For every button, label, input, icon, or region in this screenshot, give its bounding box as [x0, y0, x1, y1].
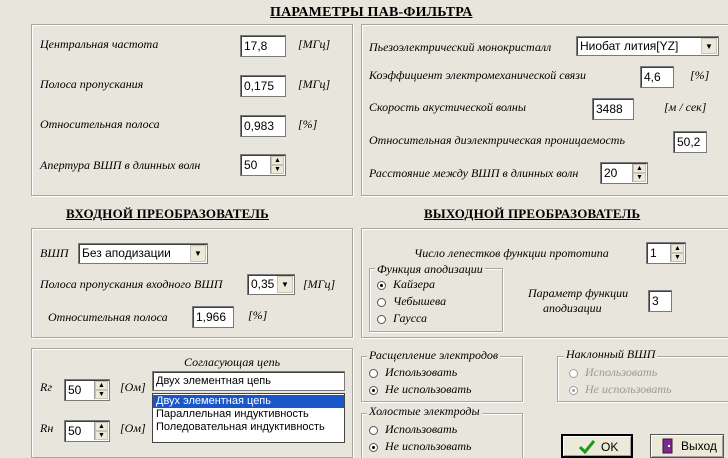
crystal-label: Пьезоэлектрический монокристалл [369, 40, 552, 54]
idle-legend: Холостые электроды [369, 404, 480, 418]
petals-value: 1 [650, 246, 657, 260]
apodization-legend: Функция аподизации [377, 262, 483, 276]
aperture-spin-buttons[interactable] [270, 156, 284, 174]
rn-unit: [Ом] [120, 421, 146, 435]
idle-nouse-label: Не использовать [385, 439, 472, 453]
velocity-label: Скорость акустической волны [369, 100, 526, 114]
ok-label: OK [601, 440, 619, 454]
rg-label: Rг [40, 380, 53, 394]
aperture-value: 50 [244, 158, 258, 172]
input-band-select[interactable] [247, 274, 295, 295]
ok-button[interactable] [561, 434, 633, 458]
coupling-unit: [%] [690, 68, 710, 82]
bandwidth-label: Полоса пропускания [40, 77, 144, 91]
spin-down-icon[interactable]: ▼ [633, 173, 646, 182]
input-transducer-title: ВХОДНОЙ ПРЕОБРАЗОВАТЕЛЬ [66, 206, 269, 221]
radio-split-use[interactable] [369, 369, 378, 378]
rg-spin-buttons[interactable] [94, 381, 108, 399]
circuit-input[interactable]: Двух элементная цепь [152, 371, 345, 391]
split-use-label: Использовать [385, 365, 458, 379]
rg-value: 50 [68, 383, 82, 397]
spin-down-icon[interactable]: ▼ [95, 390, 108, 399]
spin-down-icon[interactable]: ▼ [95, 431, 108, 440]
spin-up-icon[interactable]: ▲ [671, 244, 684, 253]
idle-use-label: Использовать [385, 422, 458, 436]
circuit-option[interactable]: Поледовательная индуктивность [156, 421, 325, 433]
rel-bandwidth-input[interactable]: 0,983 [240, 115, 286, 137]
input-rel-label: Относительная полоса [48, 310, 168, 324]
circuit-label: Согласующая цепь [184, 355, 281, 369]
output-transducer-title: ВЫХОДНОЙ ПРЕОБРАЗОВАТЕЛЬ [424, 206, 641, 221]
circuit-list[interactable] [152, 393, 345, 443]
radio-inclined-nouse[interactable] [569, 386, 578, 395]
aperture-label: Апертура ВШП в длинных волн [40, 158, 201, 172]
circuit-option[interactable]: Двух элементная цепь [153, 395, 344, 408]
radio-gauss[interactable] [377, 315, 386, 324]
rn-label: Rн [40, 421, 54, 435]
spin-up-icon[interactable]: ▲ [633, 164, 646, 173]
spin-down-icon[interactable]: ▼ [271, 165, 284, 174]
center-freq-label: Центральная частота [40, 37, 159, 51]
apod-param-label-2: аподизации [543, 301, 602, 315]
radio-split-nouse[interactable] [369, 386, 378, 395]
idt-selected: Без аподизации [82, 246, 171, 260]
spin-down-icon[interactable]: ▼ [671, 253, 684, 262]
permittivity-input[interactable]: 50,2 [673, 131, 707, 153]
spin-up-icon[interactable]: ▲ [271, 156, 284, 165]
distance-spinner[interactable] [600, 162, 648, 184]
petals-label: Число лепестков функции прототипа [414, 246, 609, 260]
radio-idle-nouse[interactable] [369, 443, 378, 452]
circuit-option[interactable]: Параллельная индуктивность [156, 408, 309, 420]
petals-spinner[interactable] [646, 242, 686, 264]
split-legend: Расщепление электродов [369, 348, 499, 362]
exit-door-icon [661, 438, 675, 454]
chebyshev-label: Чебышева [393, 294, 447, 308]
bandwidth-unit: [МГц] [298, 77, 331, 91]
distance-label: Расстояние между ВШП в длинных волн [369, 166, 579, 180]
center-freq-input[interactable]: 17,8 [240, 35, 286, 57]
kaiser-label: Кайзера [393, 277, 435, 291]
check-icon [579, 440, 595, 454]
inclined-legend: Наклонный ВШП [566, 347, 656, 361]
rg-unit: [Ом] [120, 380, 146, 394]
bandwidth-input[interactable]: 0,175 [240, 75, 286, 97]
input-rel-input[interactable]: 1,966 [192, 306, 234, 328]
inclined-use-label: Использовать [585, 365, 658, 379]
rn-spin-buttons[interactable] [94, 422, 108, 440]
crystal-selected: Ниобат лития[YZ] [580, 39, 679, 53]
input-band-value: 0,35 [251, 277, 275, 291]
apod-param-label-1: Параметр функции [528, 286, 629, 300]
coupling-input[interactable]: 4,6 [640, 66, 674, 88]
input-band-label: Полоса пропускания входного ВШП [40, 277, 223, 291]
chevron-down-icon[interactable]: ▼ [277, 276, 293, 293]
rn-spinner[interactable] [64, 420, 110, 442]
center-freq-unit: [МГц] [298, 37, 331, 51]
input-band-unit: [МГц] [303, 277, 336, 291]
radio-inclined-use[interactable] [569, 369, 578, 378]
aperture-spinner[interactable] [240, 154, 286, 176]
distance-value: 20 [604, 166, 618, 180]
velocity-input[interactable]: 3488 [592, 98, 634, 120]
permittivity-label: Относительная диэлектрическая проницаемость [369, 133, 625, 147]
idt-label: ВШП [40, 246, 69, 260]
spin-up-icon[interactable]: ▲ [95, 422, 108, 431]
apod-param-input[interactable]: 3 [648, 290, 672, 312]
radio-idle-use[interactable] [369, 426, 378, 435]
distance-spin-buttons[interactable] [632, 164, 646, 182]
coupling-label: Коэффициент электромеханической связи [369, 68, 586, 82]
inclined-nouse-label: Не использовать [585, 382, 672, 396]
exit-button[interactable] [650, 434, 724, 458]
rel-bandwidth-unit: [%] [298, 117, 318, 131]
rg-spinner[interactable] [64, 379, 110, 401]
idt-select[interactable] [78, 243, 208, 264]
input-rel-unit: [%] [248, 308, 268, 322]
radio-chebyshev[interactable] [377, 298, 386, 307]
chevron-down-icon[interactable]: ▼ [701, 38, 717, 54]
rel-bandwidth-label: Относительная полоса [40, 117, 160, 131]
exit-label: Выход [681, 439, 717, 453]
rn-value: 50 [68, 424, 82, 438]
gauss-label: Гаусса [393, 311, 428, 325]
radio-kaiser[interactable] [377, 281, 386, 290]
page-title: ПАРАМЕТРЫ ПАВ-ФИЛЬТРА [270, 5, 473, 20]
spin-up-icon[interactable]: ▲ [95, 381, 108, 390]
velocity-unit: [м / сек] [664, 100, 707, 114]
chevron-down-icon[interactable]: ▼ [190, 245, 206, 262]
crystal-select[interactable] [576, 36, 719, 56]
petals-spin-buttons[interactable] [670, 244, 684, 262]
split-nouse-label: Не использовать [385, 382, 472, 396]
